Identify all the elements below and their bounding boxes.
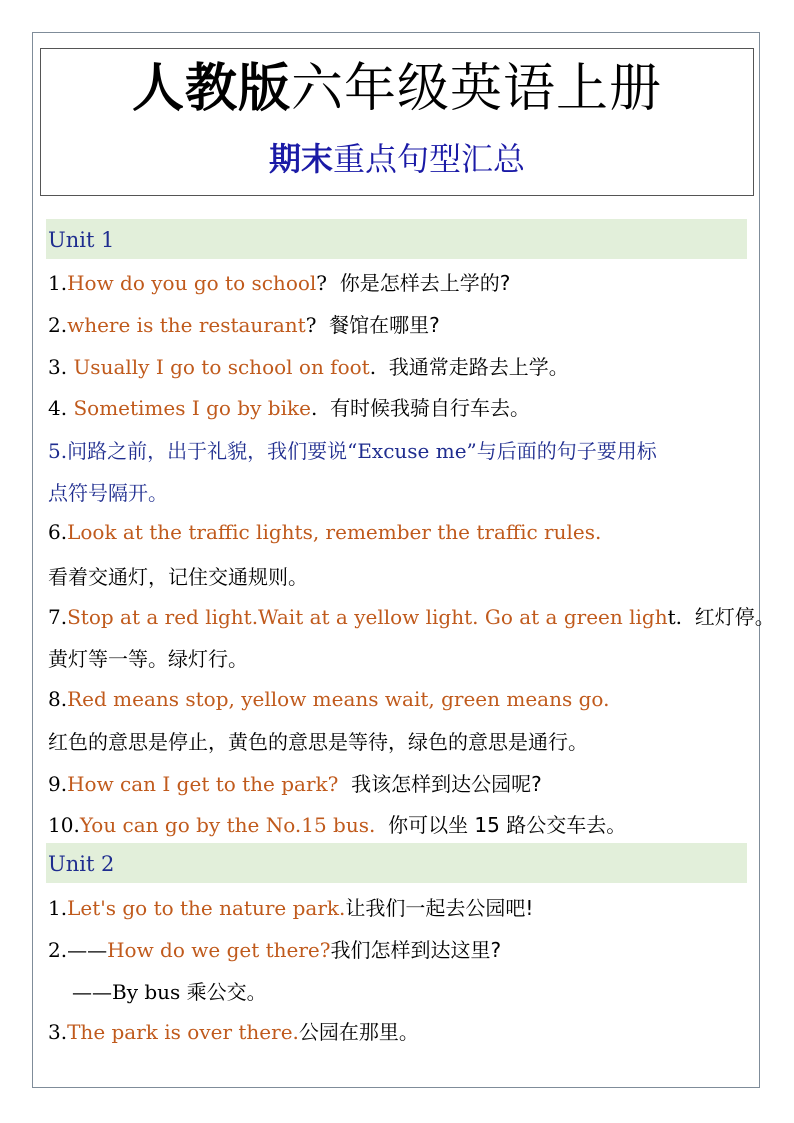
unit1-item-2 [48, 311, 440, 339]
unit2-item-2 [48, 936, 501, 964]
punctuation: ? [316, 271, 328, 295]
item-number: 1. [48, 896, 68, 920]
chinese-text: 乘公交。 [186, 980, 267, 1004]
subtitle-light: 重点句型汇总 [333, 140, 526, 178]
chinese-text: 我该怎样到达公园呢? [351, 772, 542, 796]
chinese-text: 你可以坐 15 路公交车去。 [388, 813, 627, 837]
punctuation: ? [305, 313, 317, 337]
chinese-text: 黄灯等一等。绿灯行。 [48, 647, 248, 671]
english-tail: t. [667, 605, 682, 629]
english-text: Stop at a red light.Wait at a yellow light. Go at a green ligh [67, 605, 668, 629]
unit-2-heading: Unit 2 [46, 843, 747, 883]
item-number: 6. [48, 520, 68, 544]
item-number: 9. [48, 772, 68, 796]
chinese-text: 问路之前，出于礼貌，我们要说 [67, 439, 348, 463]
unit1-item-3 [48, 353, 569, 381]
english-text: Usually I go to school on foot [73, 355, 370, 379]
item-number: 5. [48, 439, 68, 463]
english-text: How can I get to the park? [67, 772, 339, 796]
item-number: 2. [48, 313, 68, 337]
chinese-text: 与后面的句子要用标 [476, 439, 657, 463]
english-text: Let's go to the nature park. [67, 896, 346, 920]
chinese-text: 我通常走路去上学。 [388, 355, 569, 379]
punctuation: . [310, 396, 318, 420]
unit-1-heading: Unit 1 [46, 219, 747, 259]
chinese-text: 餐馆在哪里? [329, 313, 440, 337]
unit1-item-7-cont [48, 645, 248, 673]
unit1-item-5 [48, 437, 657, 465]
unit1-item-10 [48, 811, 626, 839]
chinese-text: 有时候我骑自行车去。 [330, 396, 531, 420]
chinese-text: 红色的意思是停止，黄色的意思是等待，绿色的意思是通行。 [48, 730, 588, 754]
item-number: 7. [48, 605, 68, 629]
chinese-text: 点符号隔开。 [48, 481, 168, 505]
unit1-item-5-cont [48, 479, 168, 507]
unit1-item-9 [48, 770, 542, 798]
item-number: 3. [48, 355, 74, 379]
english-text: How do we get there? [107, 938, 331, 962]
english-text: “Excuse me” [347, 439, 477, 463]
item-number: 3. [48, 1020, 68, 1044]
item-number: 10. [48, 813, 80, 837]
english-text: How do you go to school [67, 271, 317, 295]
unit1-item-6-translation [48, 563, 308, 591]
english-text: where is the restaurant [67, 313, 306, 337]
chinese-text: 你是怎样去上学的? [339, 271, 511, 295]
title-light: 六年级英语上册 [291, 59, 663, 119]
reply-english: ——By bus [72, 980, 181, 1004]
chinese-text: 看着交通灯，记住交通规则。 [48, 565, 308, 589]
dialogue-dash: —— [67, 938, 108, 962]
item-number: 4. [48, 396, 74, 420]
chinese-text: 让我们一起去公园吧! [345, 896, 534, 920]
title-bold: 人教版 [131, 59, 291, 119]
unit2-item-2-reply [72, 978, 267, 1006]
page-subtitle [41, 137, 753, 181]
unit1-item-7 [48, 603, 775, 631]
item-number: 8. [48, 687, 68, 711]
unit1-item-4 [48, 394, 530, 422]
unit1-item-8-translation [48, 728, 588, 756]
chinese-text: 红灯停。 [694, 605, 775, 629]
page-title [41, 57, 753, 121]
item-number: 2. [48, 938, 68, 962]
unit2-item-3 [48, 1018, 419, 1046]
item-number: 1. [48, 271, 68, 295]
chinese-text: 我们怎样到达这里? [330, 938, 502, 962]
unit1-item-6 [48, 518, 601, 546]
unit1-item-1 [48, 269, 510, 297]
english-text: You can go by the No.15 bus. [79, 813, 376, 837]
title-box [40, 48, 754, 196]
english-text: Look at the traffic lights, remember the traffic rules. [67, 520, 602, 544]
chinese-text: 公园在那里。 [298, 1020, 419, 1044]
unit1-item-8 [48, 685, 609, 713]
unit2-item-1 [48, 894, 533, 922]
english-text: The park is over there. [67, 1020, 299, 1044]
english-text: Red means stop, yellow means wait, green means go. [67, 687, 610, 711]
punctuation: . [369, 355, 377, 379]
subtitle-bold: 期末 [268, 140, 333, 178]
english-text: Sometimes I go by bike [73, 396, 311, 420]
